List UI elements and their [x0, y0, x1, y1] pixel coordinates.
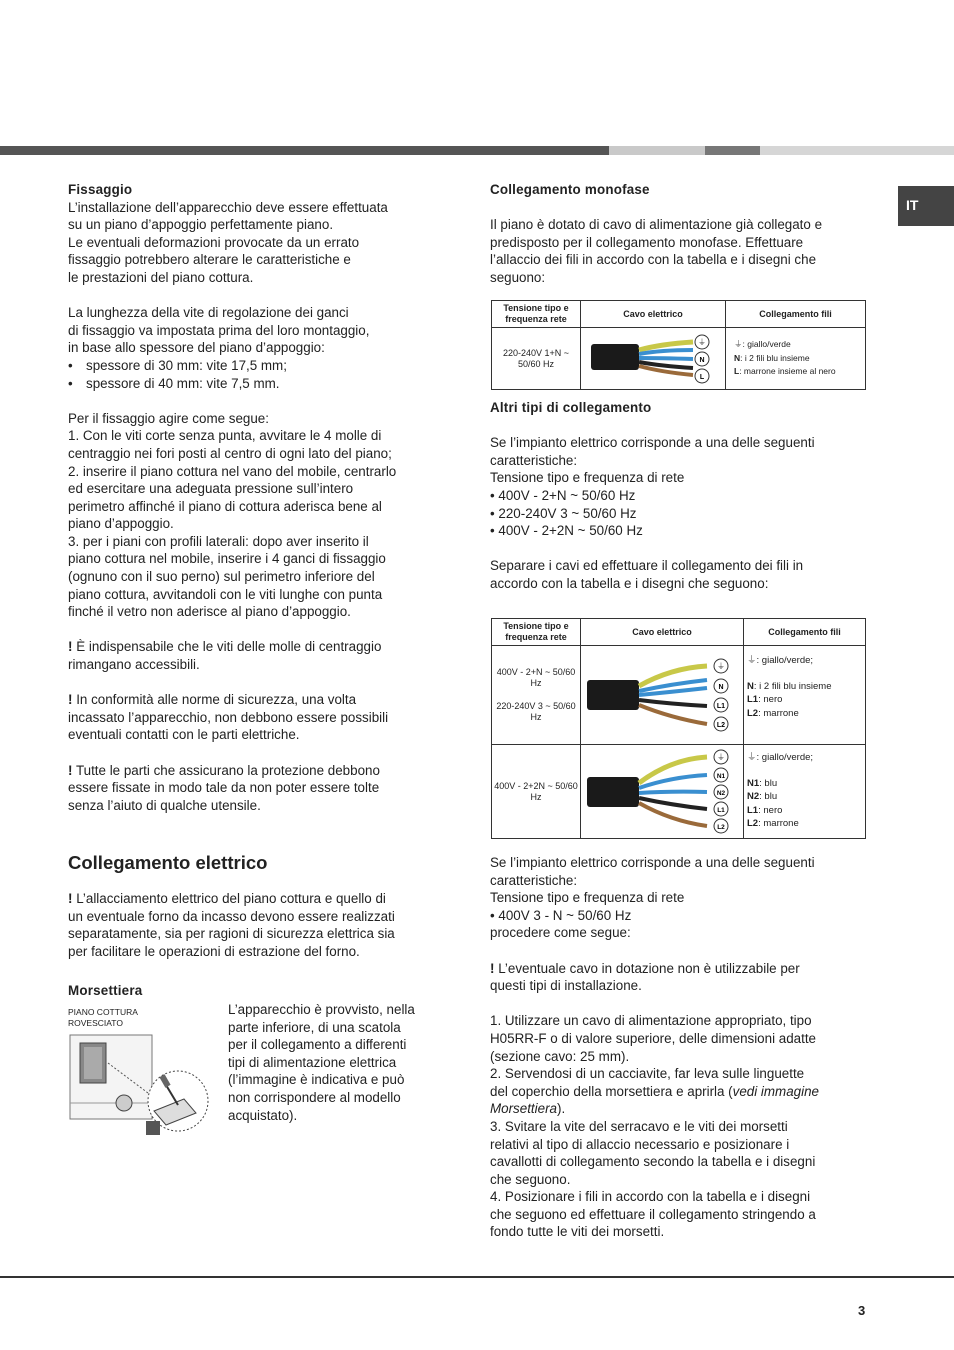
paragraph-line: Il piano è dotato di cavo di alimentazione già collegato e	[490, 217, 823, 233]
paragraph-line: Tensione tipo e frequenza di rete	[490, 470, 685, 486]
terminal-n1: N1	[716, 773, 726, 780]
warning-mark: !	[68, 692, 73, 708]
paragraph-line: le prestazioni del piano cottura.	[68, 269, 254, 285]
ground-symbol: ⏚	[747, 752, 757, 763]
voltage-text: 400V - 2+N ~ 50/60 Hz	[496, 667, 576, 688]
collegamento-heading: Collegamento elettrico	[68, 852, 268, 873]
wire-labels	[744, 745, 866, 839]
wire-code: L2	[747, 818, 759, 829]
right-column-bottom	[490, 854, 875, 1241]
header-wires: Collegamento fili	[726, 301, 866, 328]
wire-code: N1	[747, 777, 760, 789]
step-line	[490, 1100, 875, 1118]
warning-line: eventuali contatti con le parti elettriche.	[68, 727, 300, 743]
step-text: ).	[556, 1101, 566, 1117]
top-bar-segment	[609, 146, 705, 155]
paragraph-line: Se l’impianto elettrico corrisponde a una delle seguenti	[490, 435, 815, 451]
wire-label: : marrone insieme al nero	[739, 366, 836, 377]
header-voltage: Tensione tipo e frequenza rete	[492, 619, 581, 646]
warning-line: questi tipi di installazione.	[490, 978, 642, 994]
wire-label: : i 2 fili blu insieme	[740, 352, 810, 363]
wire-label: : blu	[759, 791, 778, 802]
terminal-n: N	[699, 357, 705, 364]
paragraph-line: L’apparecchio è provvisto, nella	[228, 1002, 415, 1017]
cable-diagram	[581, 745, 737, 835]
list-item: • 220-240V 3 ~ 50/60 Hz	[490, 505, 637, 521]
step-line: 2. Servendosi di un cacciavite, far leva sulle linguette	[490, 1066, 805, 1082]
cable-cell	[581, 646, 744, 745]
monofase-heading: Collegamento monofase	[490, 182, 650, 197]
morsettiera-illustration	[68, 1033, 213, 1143]
image-label: ROVESCIATO	[68, 1017, 123, 1028]
warning-line: un eventuale forno da incasso devono essere realizzati	[68, 908, 395, 924]
paragraph-line: caratteristiche:	[490, 452, 578, 468]
voltage-cell: 220-240V 1+N ~ 50/60 Hz	[492, 328, 581, 390]
step-line: che seguono ed effettuare il collegamento stringendo a	[490, 1206, 816, 1222]
paragraph-line: fissaggio potrebbero alterare le caratteristiche e	[68, 252, 351, 268]
step-line: 1. Utilizzare un cavo di alimentazione appropriato, tipo	[490, 1013, 812, 1029]
language-tab: IT	[898, 186, 954, 226]
warning-text: Tutte le parti che assicurano la protezione debbono	[75, 762, 380, 778]
step-line: cavallotti di collegamento secondo la tabella e i disegni	[490, 1154, 816, 1170]
wire-label: : giallo/verde	[742, 339, 791, 350]
paragraph-line: procedere come segue:	[490, 925, 631, 941]
step-italic: vedi immagine	[732, 1083, 819, 1099]
wire-code: L1	[747, 804, 759, 816]
wire-label: : marrone	[758, 707, 799, 719]
wire-code: N	[734, 352, 741, 363]
right-column-mid	[490, 399, 875, 593]
header-cable: Cavo elettrico	[581, 619, 744, 646]
wire-labels	[726, 328, 866, 390]
terminal-l1: L1	[717, 807, 725, 814]
step-italic: Morsettiera	[490, 1101, 557, 1117]
wire-label: : i 2 fili blu insieme	[753, 680, 832, 692]
page-number: 3	[858, 1303, 866, 1318]
paragraph-line: seguono:	[490, 269, 546, 285]
top-bar-segment	[705, 146, 760, 155]
warning-mark: !	[490, 960, 495, 976]
paragraph-line: parte inferiore, di una scatola	[228, 1019, 401, 1035]
image-label: PIANO COTTURA	[68, 1006, 138, 1017]
ground-symbol: ⏚	[734, 339, 743, 350]
wire-labels	[744, 646, 866, 745]
wire-code: L	[734, 366, 740, 377]
altri-heading: Altri tipi di collegamento	[490, 400, 652, 415]
list-item: • 400V - 2+2N ~ 50/60 Hz	[490, 523, 643, 539]
warning-line: senza l’aiuto di qualche utensile.	[68, 797, 261, 813]
wire-label: : giallo/verde;	[756, 655, 814, 666]
wire-label: : marrone	[758, 818, 799, 829]
step-line: relativi al tipo di allaccio necessario e posizionare i	[490, 1136, 790, 1152]
warning-line: essere fissate in modo tale da non poter essere tolte	[68, 780, 380, 796]
header-voltage: Tensione tipo e frequenza rete	[492, 301, 581, 328]
header-wires: Collegamento fili	[744, 619, 866, 646]
morsettiera-text	[228, 1001, 448, 1124]
paragraph-line: in base allo spessore del piano d’appoggio:	[68, 340, 325, 356]
warning-line	[68, 638, 438, 656]
morsettiera-heading: Morsettiera	[68, 983, 143, 998]
wire-label: : nero	[758, 804, 783, 816]
cable-diagram	[581, 646, 737, 741]
warning-mark: !	[68, 639, 73, 655]
terminal-n: N	[718, 684, 724, 691]
paragraph-line: per il collegamento a differenti	[228, 1037, 407, 1053]
paragraph-line: Per il fissaggio agire come segue:	[68, 410, 269, 426]
warning-mark: !	[68, 891, 73, 906]
warning-line	[68, 890, 443, 908]
paragraph-line: non corrispondere al modello	[228, 1089, 401, 1105]
ground-symbol: ⏚	[747, 655, 757, 666]
step-line: che seguono.	[490, 1171, 571, 1187]
left-column	[68, 181, 438, 814]
step-line	[490, 1083, 875, 1101]
fissaggio-heading: Fissaggio	[68, 182, 133, 197]
paragraph-line: piano cottura nel mobile, inserire i 4 ganci di fissaggio	[68, 551, 386, 567]
paragraph-line: 3. per i piani con profili laterali: dopo aver inserito il	[68, 533, 369, 549]
paragraph-line: piano d’appoggio.	[68, 516, 174, 532]
warning-line: incassato l’apparecchio, non debbono essere possibili	[68, 709, 389, 725]
terminal-l1: L1	[716, 703, 726, 710]
warning-line	[68, 762, 438, 780]
bullet-item: • spessore di 30 mm: vite 17,5 mm;	[68, 357, 438, 375]
bullet-item: • spessore di 40 mm: vite 7,5 mm.	[68, 375, 438, 393]
monofase-table	[491, 300, 866, 390]
paragraph-line: predisposto per il collegamento monofase. Effettuare	[490, 234, 804, 250]
warning-text: L’eventuale cavo in dotazione non è utilizzabile per	[498, 960, 800, 976]
paragraph-line: Le eventuali deformazioni provocate da un errato	[68, 234, 360, 250]
morsettiera-section	[68, 982, 218, 1029]
step-line: fondo tutte le viti dei morsetti.	[490, 1224, 665, 1240]
paragraph-line: L’installazione dell’apparecchio deve essere effettuata	[68, 199, 388, 215]
warning-line: rimangano accessibili.	[68, 657, 200, 673]
wire-label: : blu	[759, 777, 778, 789]
top-bar-segment	[760, 146, 954, 155]
wire-code: N	[747, 680, 754, 692]
paragraph-line: (l’immagine è indicativa e può	[228, 1072, 405, 1088]
cable-cell	[581, 745, 744, 839]
wire-code: N2	[747, 791, 760, 802]
terminal-l2: L2	[716, 722, 726, 729]
wire-label: : giallo/verde;	[756, 752, 814, 763]
warning-text: È indispensabile che le viti delle molle di centraggio	[76, 639, 382, 655]
paragraph-line: di fissaggio va impostata prima del loro montaggio,	[68, 322, 370, 338]
paragraph-line: Tensione tipo e frequenza di rete	[490, 890, 685, 906]
paragraph-line: La lunghezza della vite di regolazione dei ganci	[68, 305, 349, 321]
wire-code: L1	[747, 694, 759, 705]
voltage-cell	[492, 646, 581, 745]
terminal-n2: N2	[716, 790, 726, 797]
multi-phase-table	[491, 618, 866, 839]
step-text: del coperchio della morsettiera e aprirla (	[490, 1083, 733, 1099]
paragraph-line: l’allaccio dei fili in accordo con la tabella e i disegni che	[490, 252, 817, 268]
voltage-cell: 400V - 2+2N ~ 50/60 Hz	[492, 745, 581, 839]
step-line: (sezione cavo: 25 mm).	[490, 1048, 630, 1064]
top-color-bar	[0, 146, 954, 155]
step-line: 4. Posizionare i fili in accordo con la tabella e i disegni	[490, 1189, 811, 1205]
terminal-l: L	[699, 374, 705, 381]
wire-label: : nero	[758, 694, 783, 705]
terminal-ground: ⏚	[698, 338, 706, 347]
paragraph-line: acquistato).	[228, 1107, 298, 1123]
right-column-top	[490, 181, 875, 287]
step-line: H05RR-F o di valore superiore, delle dimensioni adatte	[490, 1030, 817, 1046]
paragraph-line: tipi di alimentazione elettrica	[228, 1054, 397, 1070]
warning-text: L’allacciamento elettrico del piano cottura e quello di	[76, 891, 386, 906]
paragraph-line: accordo con la tabella e i disegni che seguono:	[490, 575, 769, 591]
paragraph-line: Separare i cavi ed effettuare il collegamento dei fili in	[490, 558, 804, 574]
terminal-ground: ⏚	[717, 753, 725, 762]
warning-line: separatamente, sia per ragioni di sicurezza elettrica sia	[68, 926, 395, 942]
top-bar-segment	[0, 146, 609, 155]
paragraph-line: 1. Con le viti corte senza punta, avvitare le 4 molle di	[68, 428, 382, 444]
terminal-l2: L2	[717, 824, 725, 831]
paragraph-line: su un piano d’appoggio perfettamente piano.	[68, 217, 334, 233]
paragraph-line: • 400V 3 - N ~ 50/60 Hz	[490, 907, 632, 923]
list-item: • 400V - 2+N ~ 50/60 Hz	[490, 487, 636, 503]
warning-line	[68, 691, 438, 709]
paragraph-line: piano cottura, avvitandoli con le viti lunghe con punta	[68, 586, 383, 602]
warning-text: In conformità alle norme di sicurezza, una volta	[76, 692, 357, 708]
warning-mark: !	[68, 762, 73, 778]
paragraph-line: (ognuno con il suo perno) sul perimetro inferiore del	[68, 569, 375, 585]
warning-line	[490, 960, 875, 978]
cable-cell	[581, 328, 726, 390]
step-line: 3. Svitare la vite del serracavo e le viti dei morsetti	[490, 1118, 788, 1134]
footer-rule	[0, 1276, 954, 1278]
paragraph-line: caratteristiche:	[490, 872, 578, 888]
voltage-text: 220-240V 3 ~ 50/60 Hz	[496, 701, 576, 722]
terminal-ground: ⏚	[717, 662, 725, 671]
paragraph-line: ed esercitare una adeguata pressione sull’intero	[68, 481, 354, 497]
header-cable: Cavo elettrico	[581, 301, 726, 328]
paragraph-line: perimetro affinché il piano di cottura aderisca bene al	[68, 498, 382, 514]
paragraph-line: finché il vetro non aderisce al piano d’appoggio.	[68, 604, 351, 620]
paragraph-line: 2. inserire il piano cottura nel vano del mobile, centrarlo	[68, 463, 397, 479]
cable-diagram	[581, 328, 719, 386]
wire-code: L2	[747, 707, 759, 719]
collegamento-section	[68, 851, 443, 960]
paragraph-line: Se l’impianto elettrico corrisponde a una delle seguenti	[490, 855, 815, 870]
warning-line: per facilitare le operazioni di estrazione del forno.	[68, 943, 360, 959]
paragraph-line: centraggio nei fori posti al centro di ogni lato del piano;	[68, 445, 392, 461]
